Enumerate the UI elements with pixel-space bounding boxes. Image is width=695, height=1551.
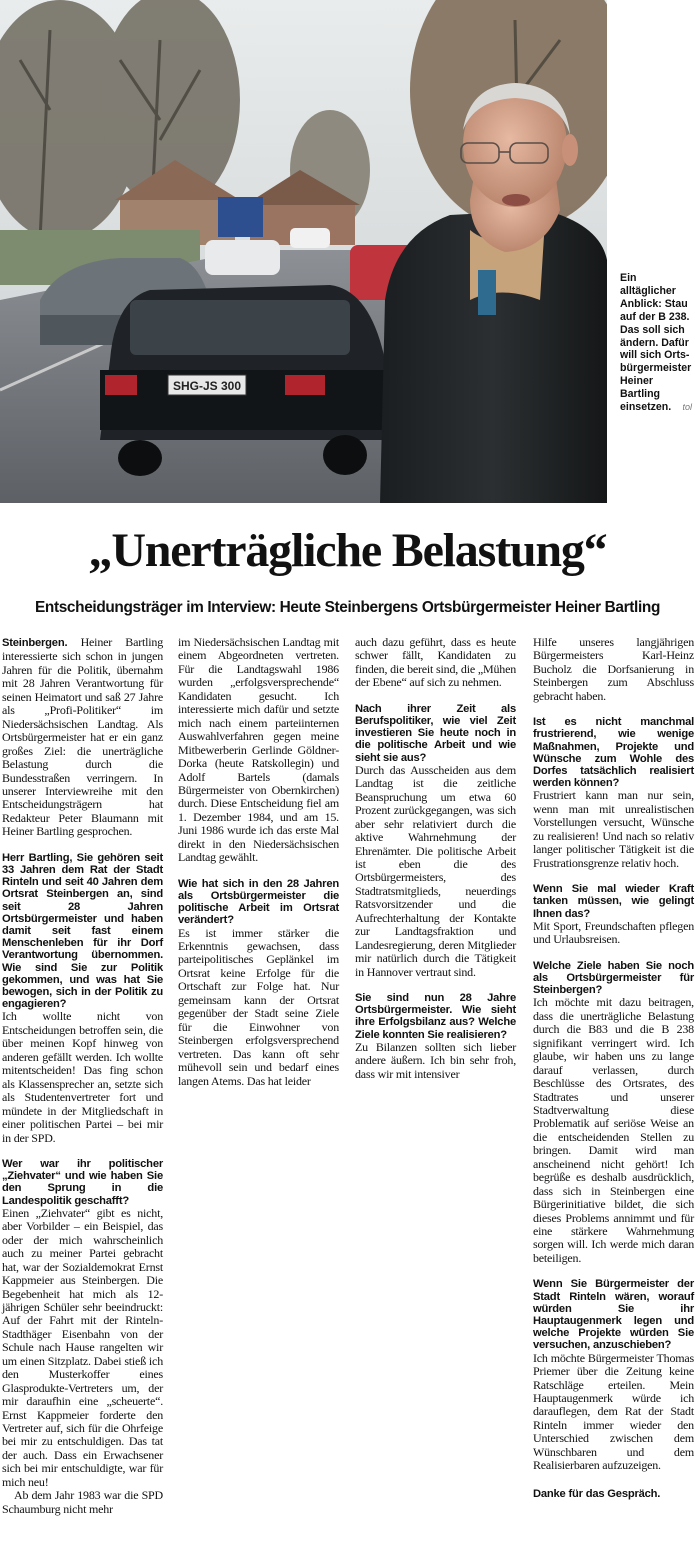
answer-2: Einen „Ziehvater“ gibt es nicht, aber Vorbilder – ein Beispiel, das oder der mich wahrscheinlich auch zu meiner Partei gebracht hat, war der Sozialdemokrat Ernst Kappmeier aus Steinbergen. Die Begebenheit hat mich als 12-jährigen Schüler sehr beeindruckt: Auf der Fahrt mit der Rinteln-Stadthäger Eisenbahn von der Schule nach Hause rangelten wir um einen Sitzplatz. Dabei stieß ich den Musterkoffer eines Glasprodukte-Vertreters um, der mir daraufhin eine „scheuerte“. Ernst Kappmeier forderte den Vertreter auf, sich für die Ohrfeige bei mir zu entschuldigen. Das tat der auch. Dass ein Erwachsener sich bei mir entschuldigte, war für mich neu! [2,1205,163,1489]
question-2: Wer war ihr politischer „Ziehvater“ und wie haben Sie den Sprung in die Landespolitik geschafft? [2,1157,163,1207]
photo-caption [620,272,692,414]
answer-4: Durch das Ausscheiden aus dem Landtag ist die zeitliche Beanspruchung um etwa 60 Prozent zurückgegangen, was sich aber sehr relativiert durch die aktive Wahrnehmung der Ehrenämter. Die politische Arbeit ist eben die des Ortsbürgermeisters, des Stadtratsmitglieds, neuerdings Ratsvorsitzender und die Aufrechterhaltung der Kontakte zur Landtagsfraktion und Landesregierung, deren Mitglieder mir natürlich durch die Tätigkeit in Hannover vertraut sind. [355,762,516,979]
dateline: Steinbergen. [2,637,68,649]
headline: „Unerträgliche Belastung“ [88,524,607,577]
street-scene-photo [0,0,607,503]
intro-text: Heiner Bartling interessierte sich schon in jungen Jahren für die Politik, übernahm mit 28 Jahren Verantwortung für seinen Heimatort und saß 27 Jahre als „Profi-Politiker“ im Niedersächsischen Landtag. Als Ortsbürgermeister hat er ein ganz großes Ziel: die unerträgliche Belastung durch die Bundesstraßen verringern. In unserer Interviewreihe mit den Entscheidungsträgern hat Redakteur Peter Blaumann mit Heiner Bartling gesprochen. [2,635,163,839]
answer-9: Ich möchte Bürgermeister Thomas Priemer über die Zeitung keine Ratschläge erteilen. Mein Hauptaugenmerk würde ich darauflegen, dem Rat der Stadt Rinteln immer wieder den Unterschied zwischen dem Wünschbaren und dem Realisierbaren aufzuzeigen. [533,1350,694,1473]
question-7: Wenn Sie mal wieder Kraft tanken müssen, wie gelingt Ihnen das? [533,883,694,920]
closing-thanks: Danke für das Gespräch. [533,1487,661,1500]
article-column-1 [2,636,163,1516]
question-8: Welche Ziele haben Sie noch als Ortsbürgermeister für Steinbergen? [533,959,694,997]
article-column-2 [178,636,339,1088]
article-column-3 [355,636,516,1081]
question-1: Herr Bartling, Sie gehören seit 33 Jahren dem Rat der Stadt Rinteln und seit 40 Jahren dem Ortsrat Steinbergen an, sind seit 28 Jahren Ortsbürgermeister und haben damit seit fast einem Menschenleben für ihr Dorf Verantwortung übernommen. Wie sind Sie zur Politik gekommen, und was hat Sie bewogen, sich in der Politik zu engagieren? [2,851,163,1011]
license-plate: SHG-JS 300 [172,379,242,393]
answer-5-continued: Hilfe unseres langjährigen Bürgermeisters Karl-Heinz Bucholz die Dorfsanierung in Steinbergen zum Abschluss gebracht haben. [533,635,694,703]
photo-credit: tol [682,402,692,413]
question-3: Wie hat sich in den 28 Jahren als Ortsbürgermeister die politische Arbeit im Ortsrat verändert? [178,877,339,927]
question-4: Nach ihrer Zeit als Berufspolitiker, wie viel Zeit investieren Sie heute noch in die politische Arbeit und wie sieht sie aus? [355,702,516,764]
answer-3: Es ist immer stärker die Erkenntnis gewachsen, dass parteipolitisches Geplänkel im Ortsrat keine Erfolge für die Ortschaft zur Folge hat. Nur gemeinsam kann der Ortsrat gegenüber der Stadt seine Ziele für die Einwohner von Steinbergen erfolgsversprechend vertreten. Das kann oft sehr mühevoll sein und bedarf eines langen Atems. Das hat leider [178,925,339,1088]
caption-text: Ein alltäglicher Anblick: Stau auf der B 238. Das soll sich ändern. Dafür will sich Orts-bürgermeister Heiner Bartling einsetzen. [620,272,692,414]
answer-5: Zu Bilanzen sollten sich lieber andere äußern. Ich bin sehr froh, dass wir mit intensiver [355,1039,516,1081]
question-6: Ist es nicht manchmal frustrierend, wie wenige Maßnahmen, Projekte und Wünsche zum Wohle des Dorfes tatsächlich realisiert werden können? [533,716,694,790]
article-column-4 [533,636,694,1501]
question-9: Wenn Sie Bürgermeister der Stadt Rinteln wären, worauf würden Sie ihr Hauptaugenmerk legen und welche Projekte würden Sie versuchen, anzuschieben? [533,1278,694,1352]
intro-paragraph [2,636,163,839]
question-5: Sie sind nun 28 Jahre Ortsbürgermeister. Wie sieht ihre Erfolgsbilanz aus? Welche Ziele konnten Sie realisieren? [355,992,516,1041]
answer-2-continued-2: im Niedersächsischen Landtag mit einem Abgeordneten vertreten. Für die Landtagswahl 1986 wurden „erfolgsversprechende“ Kandidaten gesucht. Ich interessierte mich dafür und setzte mich nach einem parteiinternen Auswahlverfahren gegen meine Mitbewerberin Gerlinde Göldner-Dorka (heute Ratskollegin) und Adolf Bartels (damals Bürgermeister von Obernkirchen) durch. Diese Entscheidung fiel am 1. Dezember 1984, und am 15. Juni 1986 wurde ich das erste Mal direkt in den Niedersächsischen Landtag gewählt. [178,635,339,865]
answer-6: Frustriert kann man nur sein, wenn man mit unrealistischen Vorstellungen versucht, Wünsche zu realisieren! Und nach so relativ langer politischer Tätigkeit ist die Frustrationsgrenze relativ hoch. [533,788,694,870]
answer-3-continued: auch dazu geführt, dass es heute schwer fällt, Kandidaten zu finden, die bereit sind, die „Mühen der Ebene“ auf sich zu nehmen. [355,635,516,690]
answer-2-continued: Ab dem Jahr 1983 war die SPD Schaumburg nicht mehr [2,1488,163,1516]
article-photo [0,0,607,503]
answer-7: Mit Sport, Freundschaften pflegen und Urlaubsreisen. [533,918,694,947]
answer-8: Ich möchte mit dazu beitragen, dass die unerträgliche Belastung durch die B83 und die B 238 signifikant verringert wird. Ich glaube, wir haben uns zu lange darauf verlassen, durch Beschlüsse des Ortsrates, des Stadtrates und unserer Stadtverwaltung diese Problematik auf seriöse Weise an die entscheidenden Stellen zu bringen. Damit wird man anscheinend nicht gehört! Ich begrüße es deshalb ausdrücklich, dass sich in Steinbergen eine Bürgerinitiative bildet, die sich dieses Problems annimmt und für eine stärkere Wahrnehmung sorgen will. Ich werde mich daran beteiligen. [533,995,694,1265]
subheadline: Entscheidungsträger im Interview: Heute Steinbergens Ortsbürgermeister Heiner Bartling [34,599,661,616]
answer-1: Ich wollte nicht von Entscheidungen betroffen sein, die über meinen Kopf hinweg von anderen gefällt werden. Ich wollte mitentscheiden! Das fing schon als Klassensprecher an, setzte sich als Studentenvertreter fort und mündete in der Mitgliedschaft in einer politischen Partei – bei mir in der SPD. [2,1009,163,1145]
